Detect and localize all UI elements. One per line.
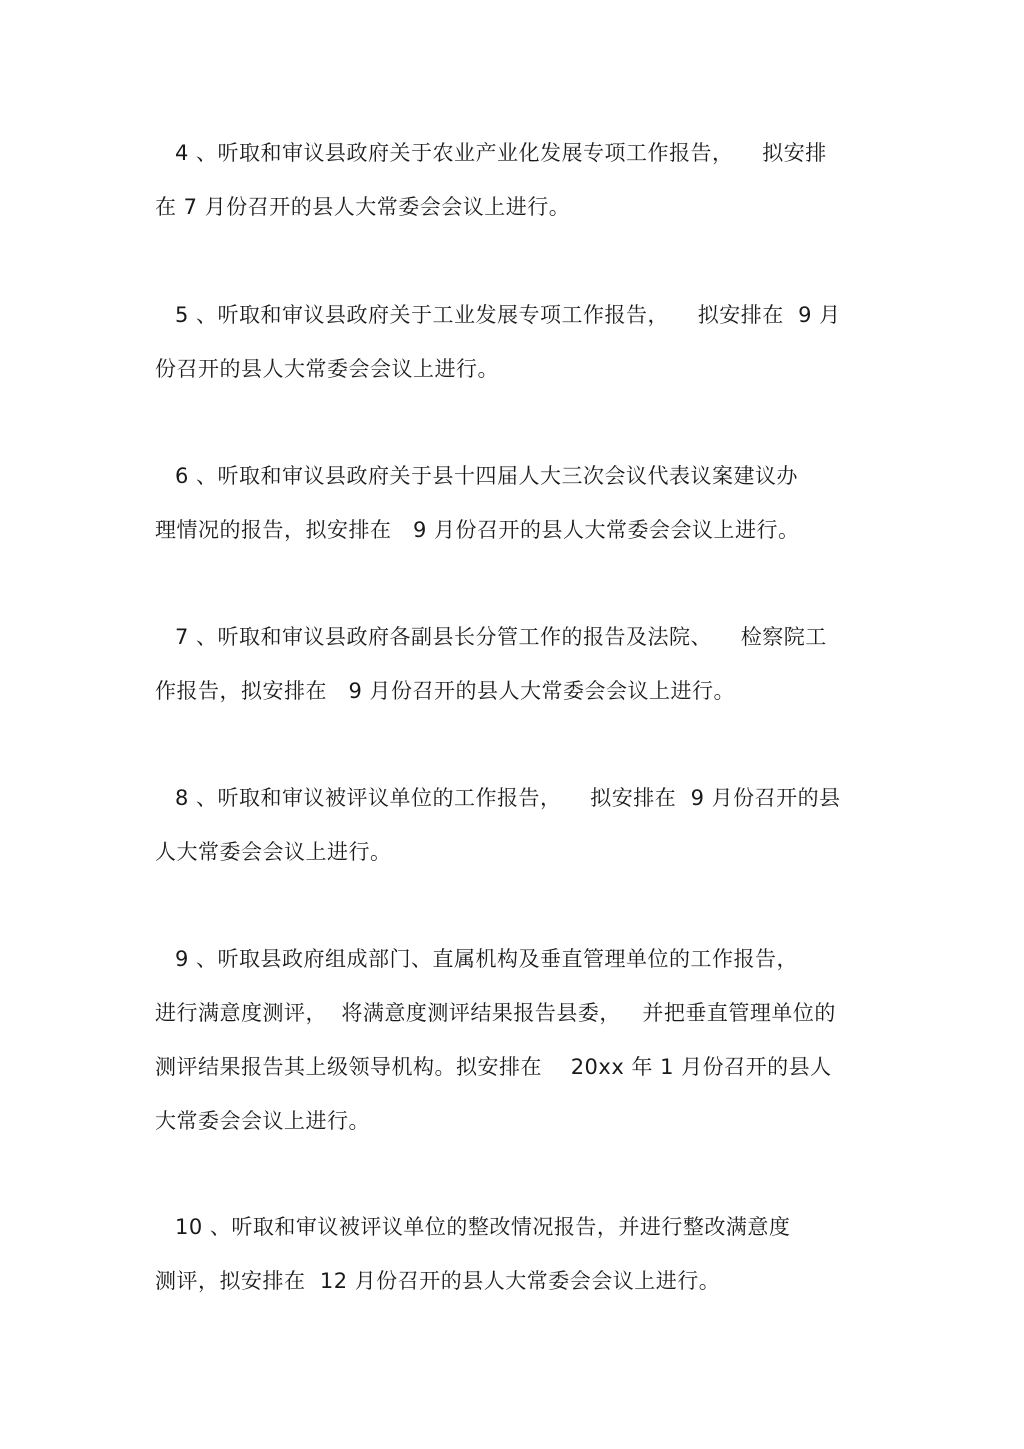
- item-7-line-2: 作报告，拟安排在 9 月份召开的县人大常委会会议上进行。: [155, 679, 736, 703]
- item-9-line-1: 9 、听取县政府组成部门、直属机构及垂直管理单位的工作报告，: [175, 947, 799, 971]
- item-4-line-2: 在 7 月份召开的县人大常委会会议上进行。: [155, 195, 571, 219]
- list-item-4: [155, 139, 875, 221]
- item-9-line-4: 大常委会会议上进行。: [155, 1109, 370, 1133]
- list-item-6: [155, 462, 875, 544]
- item-10-line-1: 10 、听取和审议被评议单位的整改情况报告，并进行整改满意度: [175, 1215, 791, 1239]
- item-6-line-2: 理情况的报告，拟安排在 9 月份召开的县人大常委会会议上进行。: [155, 518, 800, 542]
- item-4-line-1: 4 、听取和审议县政府关于农业产业化发展专项工作报告， 拟安排: [175, 141, 827, 165]
- list-item-9: [155, 945, 875, 1135]
- item-9-line-3: 测评结果报告其上级领导机构。拟安排在 20xx 年 1 月份召开的县人: [155, 1055, 832, 1079]
- item-7-line-1: 7 、听取和审议县政府各副县长分管工作的报告及法院、 检察院工: [175, 625, 827, 649]
- item-8-line-1: 8 、听取和审议被评议单位的工作报告， 拟安排在 9 月份召开的县: [175, 786, 841, 810]
- item-5-line-1: 5 、听取和审议县政府关于工业发展专项工作报告， 拟安排在 9 月: [175, 303, 841, 327]
- list-item-5: [155, 301, 875, 383]
- list-item-7: [155, 623, 875, 705]
- item-5-line-2: 份召开的县人大常委会会议上进行。: [155, 357, 499, 381]
- list-item-10: [155, 1213, 875, 1295]
- item-6-line-1: 6 、听取和审议县政府关于县十四届人大三次会议代表议案建议办: [175, 464, 799, 488]
- item-8-line-2: 人大常委会会议上进行。: [155, 840, 392, 864]
- item-10-line-2: 测评，拟安排在 12 月份召开的县人大常委会会议上进行。: [155, 1269, 721, 1293]
- list-item-8: [155, 784, 875, 866]
- item-9-line-2: 进行满意度测评， 将满意度测评结果报告县委， 并把垂直管理单位的: [155, 1001, 836, 1025]
